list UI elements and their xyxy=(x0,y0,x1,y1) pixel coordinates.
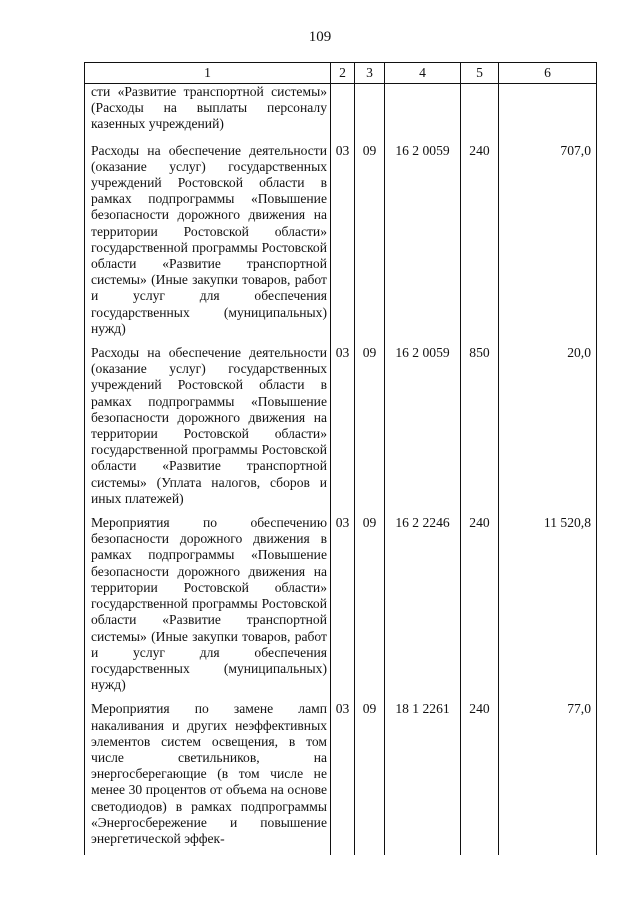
header-col-4: 4 xyxy=(385,63,461,84)
row-target-code: 16 2 2246 xyxy=(385,515,461,701)
header-col-6: 6 xyxy=(499,63,597,84)
header-col-2: 2 xyxy=(331,63,355,84)
row-subsection: 09 xyxy=(355,345,385,515)
row-expense-type: 240 xyxy=(461,515,499,701)
row-section: 03 xyxy=(331,701,355,855)
row-section: 03 xyxy=(331,143,355,345)
row-expense-type: 850 xyxy=(461,345,499,515)
table-row xyxy=(85,345,597,515)
row-subsection: 09 xyxy=(355,143,385,345)
header-col-5: 5 xyxy=(461,63,499,84)
table-body xyxy=(85,84,597,856)
page-number: 109 xyxy=(308,29,332,45)
header-row xyxy=(85,63,597,84)
row-section: 03 xyxy=(331,515,355,701)
row-target-code: 16 2 0059 xyxy=(385,345,461,515)
row-target-code: 18 1 2261 xyxy=(385,701,461,855)
table-row xyxy=(85,143,597,345)
row-section: 03 xyxy=(331,345,355,515)
table-row xyxy=(85,701,597,855)
row-subsection: 09 xyxy=(355,515,385,701)
table-row xyxy=(85,84,597,143)
row-description: Расходы на обеспечение деятельности (оказание услуг) государственных учреждений Ростовской области в рамках подпрограммы «Повышение безопасности дорожного движения на территории Ростовской области» государственной программы Ростовской области «Развитие транспортной системы» (Уплата налогов, сборов и иных платежей) xyxy=(85,345,331,515)
header-col-1: 1 xyxy=(85,63,331,84)
header-col-3: 3 xyxy=(355,63,385,84)
row-amount: 77,0 xyxy=(499,701,597,855)
row-target-code: 16 2 0059 xyxy=(385,143,461,345)
table-row xyxy=(85,515,597,701)
row-expense-type xyxy=(461,84,499,143)
table-header xyxy=(85,63,597,84)
budget-table xyxy=(84,62,597,855)
row-description: Расходы на обеспечение деятельности (оказание услуг) государственных учреждений Ростовской области в рамках подпрограммы «Повышение безопасности дорожного движения на территории Ростовской области» государственной программы Ростовской области «Развитие транспортной системы» (Иные закупки товаров, работ и услуг для обеспечения государственных (муниципальных) нужд) xyxy=(85,143,331,345)
row-expense-type: 240 xyxy=(461,701,499,855)
row-expense-type: 240 xyxy=(461,143,499,345)
row-description: Мероприятия по замене ламп накаливания и других неэффективных элементов систем освещения, в том числе светильников, на энергосберегающие (в том числе не менее 30 процентов от объема на основе светодиодов) в рамках подпрограммы «Энергосбережение и повышение энергетической эффек- xyxy=(85,701,331,855)
row-subsection xyxy=(355,84,385,143)
row-target-code xyxy=(385,84,461,143)
row-amount: 11 520,8 xyxy=(499,515,597,701)
row-amount: 20,0 xyxy=(499,345,597,515)
row-description: сти «Развитие транспортной системы» (Расходы на выплаты персоналу казенных учреждений) xyxy=(85,84,331,143)
row-amount: 707,0 xyxy=(499,143,597,345)
row-description: Мероприятия по обеспечению безопасности дорожного движения в рамках подпрограммы «Повышение безопасности дорожного движения на территории Ростовской области» государственной программы Ростовской области «Развитие транспортной системы» (Иные закупки товаров, работ и услуг для обеспечения государственных (муниципальных) нужд) xyxy=(85,515,331,701)
row-subsection: 09 xyxy=(355,701,385,855)
row-section xyxy=(331,84,355,143)
row-amount xyxy=(499,84,597,143)
